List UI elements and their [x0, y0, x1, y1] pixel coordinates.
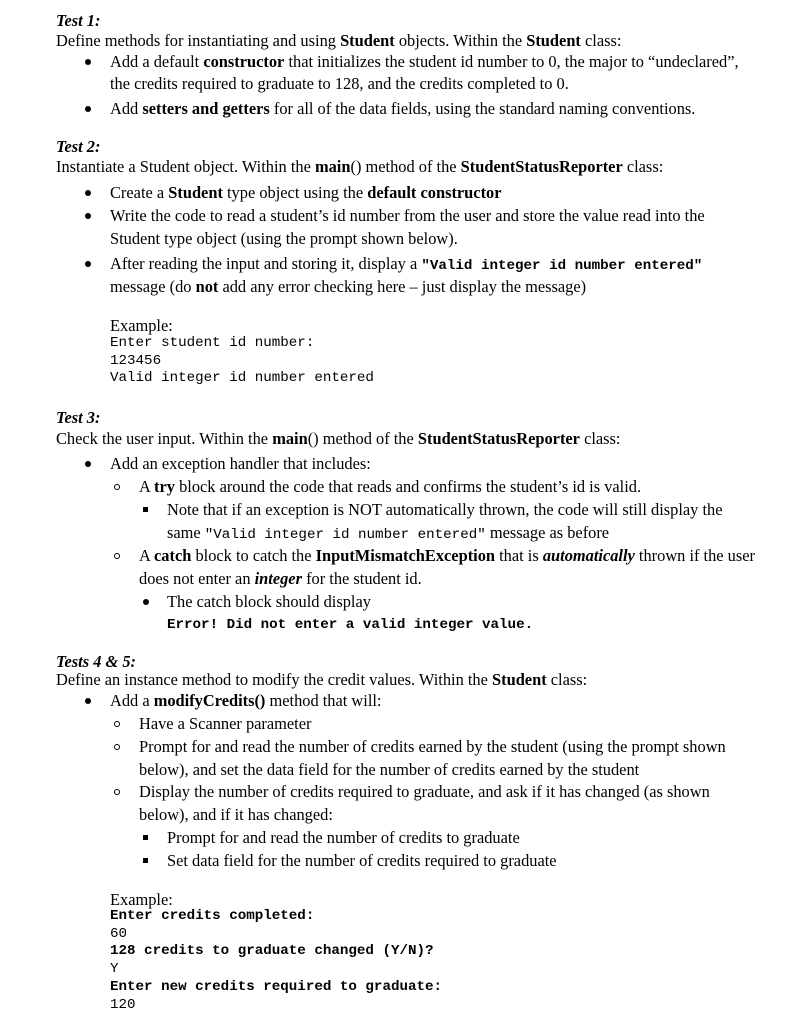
test3-catch-block-cont: does not enter an integer for the student id. [139, 569, 422, 588]
test45-example-line: Y [110, 961, 119, 977]
test45-display-credits: Display the number of credits required to graduate, and ask if it has changed (as shown [139, 782, 710, 801]
test45-example-line: 120 [110, 997, 136, 1013]
test2-intro: Instantiate a Student object. Within the main() method of the StudentStatusReporter class: [56, 157, 664, 176]
test45-prompt-credits: Prompt for and read the number of credits earned by the student (using the prompt shown [139, 737, 726, 756]
test45-bullet-modify: Add a modifyCredits() method that will: [110, 691, 382, 710]
test2-example-line: 123456 [110, 353, 162, 369]
test1-title: Test 1: [56, 11, 101, 30]
bullet-circle [114, 553, 120, 559]
test45-set-graduate: Set data field for the number of credits required to graduate [167, 851, 557, 870]
test2-example-line: Enter student id number: [110, 335, 315, 351]
test45-example-line: 128 credits to graduate changed (Y/N)? [110, 943, 434, 959]
bullet-dot [85, 461, 91, 467]
test1-bullet-setters: Add setters and getters for all of the data fields, using the standard naming conventions. [110, 99, 696, 118]
test45-prompt-credits-cont: below), and set the data field for the number of credits earned by the student [139, 760, 640, 779]
test45-read-graduate: Prompt for and read the number of credits to graduate [167, 828, 520, 847]
test2-title: Test 2: [56, 137, 101, 156]
test3-intro: Check the user input. Within the main() method of the StudentStatusReporter class: [56, 429, 621, 448]
bullet-square [143, 507, 148, 512]
test2-bullet-read-cont: Student type object (using the prompt shown below). [110, 229, 458, 248]
test45-intro: Define an instance method to modify the credit values. Within the Student class: [56, 670, 588, 689]
test2-example-label: Example: [110, 316, 173, 335]
bullet-dot [85, 261, 91, 267]
bullet-circle [114, 484, 120, 490]
test1-intro: Define methods for instantiating and using Student objects. Within the Student class: [56, 31, 622, 50]
test2-bullet-create: Create a Student type object using the default constructor [110, 183, 502, 202]
test3-try-block: A try block around the code that reads and confirms the student’s id is valid. [139, 477, 642, 496]
test3-note: Note that if an exception is NOT automatically thrown, the code will still display the [167, 500, 723, 519]
bullet-dot [85, 59, 91, 65]
test3-note-cont: same "Valid integer id number entered" message as before [167, 523, 610, 543]
test45-example-line: Enter new credits required to graduate: [110, 979, 443, 995]
test45-example-label: Example: [110, 890, 173, 909]
test2-bullet-display-cont: message (do not add any error checking here – just display the message) [110, 277, 587, 296]
test45-example-line: 60 [110, 926, 128, 942]
bullet-dot [85, 213, 91, 219]
test1-bullet-constructor-cont: the credits required to graduate to 128, and the credits completed to 0. [110, 74, 569, 93]
bullet-circle [114, 789, 120, 795]
test3-bullet-handler: Add an exception handler that includes: [110, 454, 371, 473]
test3-catch-display: The catch block should display [167, 592, 371, 611]
bullet-circle [114, 744, 120, 750]
test3-error-message: Error! Did not enter a valid integer value. [167, 617, 534, 633]
test45-scanner-param: Have a Scanner parameter [139, 714, 312, 733]
test45-example-line: Enter credits completed: [110, 908, 315, 924]
test1-bullet-constructor: Add a default constructor that initializes the student id number to 0, the major to “undeclared”, [110, 52, 739, 71]
bullet-circle [114, 721, 120, 727]
test2-example-line: Valid integer id number entered [110, 370, 374, 386]
test45-title: Tests 4 & 5: [56, 652, 136, 671]
test3-title: Test 3: [56, 408, 101, 427]
bullet-square [143, 835, 148, 840]
test2-bullet-display: After reading the input and storing it, display a "Valid integer id number entered" [110, 254, 703, 274]
bullet-dot [85, 106, 91, 112]
test2-bullet-read: Write the code to read a student’s id number from the user and store the value read into the [110, 206, 705, 225]
bullet-dot [143, 599, 149, 605]
bullet-dot [85, 698, 91, 704]
bullet-dot [85, 190, 91, 196]
test45-display-credits-cont: below), and if it has changed: [139, 805, 333, 824]
bullet-square [143, 858, 148, 863]
test3-catch-block: A catch block to catch the InputMismatchException that is automatically thrown if the user [139, 546, 755, 565]
